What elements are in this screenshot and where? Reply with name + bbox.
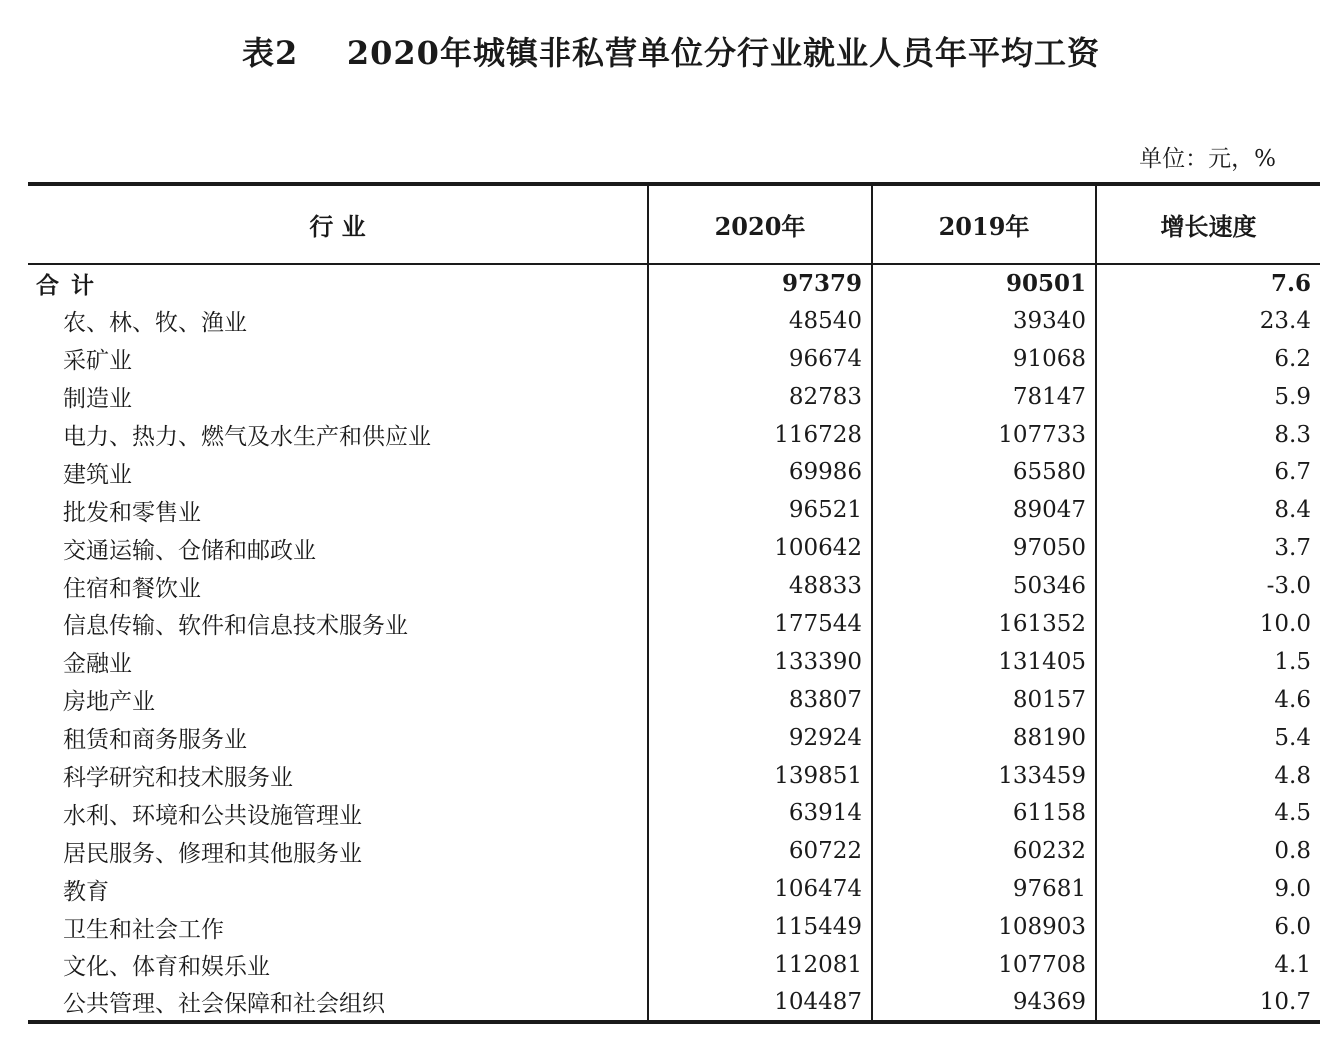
industry-cell: 建筑业 xyxy=(63,461,132,488)
header-row xyxy=(28,184,1320,264)
value-2020-cell: 48833 xyxy=(648,567,872,605)
industry-cell: 公共管理、社会保障和社会组织 xyxy=(28,984,648,1022)
table-row xyxy=(28,681,1320,719)
growth-cell: 6.0 xyxy=(1096,908,1320,946)
header-industry: 行 业 xyxy=(28,184,648,264)
growth-cell: 4.8 xyxy=(1096,757,1320,795)
industry-cell: 采矿业 xyxy=(63,348,132,375)
growth-cell: 5.4 xyxy=(1096,719,1320,757)
table-row xyxy=(28,643,1320,681)
value-2020-cell: 100642 xyxy=(648,529,872,567)
growth-cell: 4.5 xyxy=(1096,794,1320,832)
table-row xyxy=(28,605,1320,643)
value-2019-cell: 133459 xyxy=(872,757,1096,795)
table-row xyxy=(28,908,1320,946)
growth-cell: -3.0 xyxy=(1096,567,1320,605)
total-label: 合 计 xyxy=(36,271,97,299)
growth-cell: 23.4 xyxy=(1096,302,1320,340)
total-row xyxy=(28,264,1320,302)
table-row xyxy=(28,984,1320,1022)
industry-cell: 住宿和餐饮业 xyxy=(63,575,201,602)
value-2019-cell: 107708 xyxy=(872,946,1096,984)
table-row xyxy=(28,340,1320,378)
value-2019-cell: 80157 xyxy=(872,681,1096,719)
value-2019-cell: 131405 xyxy=(872,643,1096,681)
growth-cell: 5.9 xyxy=(1096,378,1320,416)
value-2020-cell: 96521 xyxy=(648,491,872,529)
value-2019-cell: 88190 xyxy=(872,719,1096,757)
value-2020-cell: 69986 xyxy=(648,453,872,491)
wage-table xyxy=(28,182,1320,1024)
growth-cell: 1.5 xyxy=(1096,643,1320,681)
value-2020-cell: 112081 xyxy=(648,946,872,984)
table-title: 表2 2020年城镇非私营单位分行业就业人员年平均工资 xyxy=(242,34,1100,72)
growth-cell: 6.2 xyxy=(1096,340,1320,378)
table-row xyxy=(28,870,1320,908)
industry-cell: 卫生和社会工作 xyxy=(63,916,224,943)
header-2019: 2019年 xyxy=(872,184,1096,264)
table-row xyxy=(28,794,1320,832)
table-row xyxy=(28,529,1320,567)
value-2020-cell: 116728 xyxy=(648,416,872,454)
value-2020-cell: 177544 xyxy=(648,605,872,643)
value-2019-cell: 97681 xyxy=(872,870,1096,908)
total-2020: 97379 xyxy=(648,264,872,302)
table-row xyxy=(28,302,1320,340)
value-2020-cell: 60722 xyxy=(648,832,872,870)
industry-cell: 文化、体育和娱乐业 xyxy=(63,954,270,981)
industry-cell: 农、林、牧、渔业 xyxy=(63,310,247,337)
value-2020-cell: 92924 xyxy=(648,719,872,757)
growth-cell: 8.4 xyxy=(1096,491,1320,529)
industry-cell: 教育 xyxy=(63,878,109,905)
growth-cell: 10.7 xyxy=(1096,984,1320,1022)
unit-note: 单位：元，% xyxy=(1139,146,1276,172)
table-row xyxy=(28,567,1320,605)
industry-cell: 水利、环境和公共设施管理业 xyxy=(63,802,362,829)
industry-cell: 批发和零售业 xyxy=(63,499,201,526)
value-2020-cell: 63914 xyxy=(648,794,872,832)
growth-cell: 8.3 xyxy=(1096,416,1320,454)
growth-cell: 10.0 xyxy=(1096,605,1320,643)
value-2020-cell: 139851 xyxy=(648,757,872,795)
value-2020-cell: 133390 xyxy=(648,643,872,681)
industry-cell: 金融业 xyxy=(63,651,132,678)
industry-cell: 电力、热力、燃气及水生产和供应业 xyxy=(63,424,431,450)
value-2019-cell: 161352 xyxy=(872,605,1096,643)
growth-cell: 0.8 xyxy=(1096,832,1320,870)
table-row xyxy=(28,491,1320,529)
growth-cell: 4.1 xyxy=(1096,946,1320,984)
growth-cell: 4.6 xyxy=(1096,681,1320,719)
table-row xyxy=(28,416,1320,454)
value-2019-cell: 65580 xyxy=(872,453,1096,491)
total-growth: 7.6 xyxy=(1096,264,1320,302)
value-2019-cell: 107733 xyxy=(872,416,1096,454)
value-2020-cell: 48540 xyxy=(648,302,872,340)
industry-cell: 房地产业 xyxy=(63,689,155,716)
value-2019-cell: 61158 xyxy=(872,794,1096,832)
table-row xyxy=(28,832,1320,870)
growth-cell: 3.7 xyxy=(1096,529,1320,567)
value-2020-cell: 83807 xyxy=(648,681,872,719)
total-2019: 90501 xyxy=(872,264,1096,302)
value-2019-cell: 39340 xyxy=(872,302,1096,340)
growth-cell: 6.7 xyxy=(1096,453,1320,491)
industry-cell: 交通运输、仓储和邮政业 xyxy=(63,537,316,564)
value-2019-cell: 94369 xyxy=(872,984,1096,1022)
value-2019-cell: 78147 xyxy=(872,378,1096,416)
industry-cell: 居民服务、修理和其他服务业 xyxy=(63,840,362,867)
value-2019-cell: 89047 xyxy=(872,491,1096,529)
value-2019-cell: 60232 xyxy=(872,832,1096,870)
table-row xyxy=(28,453,1320,491)
value-2019-cell: 50346 xyxy=(872,567,1096,605)
header-growth: 增长速度 xyxy=(1096,184,1320,264)
value-2020-cell: 106474 xyxy=(648,870,872,908)
header-2020: 2020年 xyxy=(648,184,872,264)
value-2020-cell: 104487 xyxy=(648,984,872,1022)
value-2020-cell: 115449 xyxy=(648,908,872,946)
value-2019-cell: 91068 xyxy=(872,340,1096,378)
table-row xyxy=(28,946,1320,984)
value-2019-cell: 108903 xyxy=(872,908,1096,946)
industry-cell: 科学研究和技术服务业 xyxy=(63,765,293,792)
industry-cell: 制造业 xyxy=(63,386,132,413)
growth-cell: 9.0 xyxy=(1096,870,1320,908)
value-2019-cell: 97050 xyxy=(872,529,1096,567)
table-row xyxy=(28,757,1320,795)
industry-cell: 租赁和商务服务业 xyxy=(63,727,247,754)
table-row xyxy=(28,719,1320,757)
table-row xyxy=(28,378,1320,416)
industry-cell: 信息传输、软件和信息技术服务业 xyxy=(63,613,408,640)
value-2020-cell: 96674 xyxy=(648,340,872,378)
value-2020-cell: 82783 xyxy=(648,378,872,416)
